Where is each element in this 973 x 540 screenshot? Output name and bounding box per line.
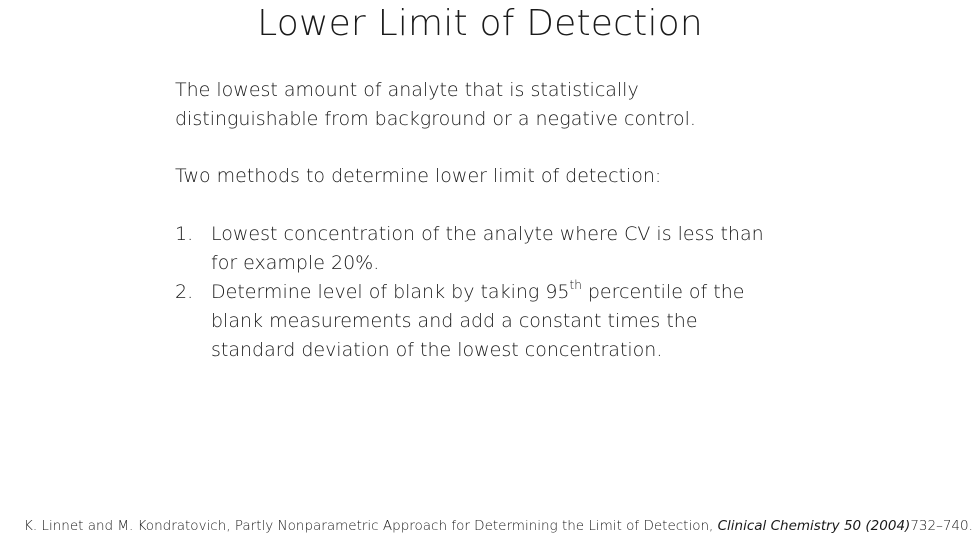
slide-title: Lower Limit of Detection	[257, 3, 703, 44]
method-text: Determine level of blank by taking 95	[211, 281, 570, 303]
method-line: blank measurements and add a constant times the	[211, 310, 698, 332]
methods-list	[175, 220, 764, 365]
method-item-2	[175, 278, 764, 365]
methods-intro: Two methods to determine lower limit of detection:	[175, 165, 662, 187]
reference-citation	[24, 516, 973, 536]
method-item-1	[175, 220, 764, 278]
method-text: percentile of the	[581, 281, 745, 303]
method-line	[211, 278, 764, 307]
definition-paragraph	[175, 76, 696, 134]
reference-pages: 732–740.	[910, 518, 973, 534]
method-line: for example 20%.	[211, 252, 380, 274]
reference-journal: Clinical Chemistry 50 (2004)	[717, 518, 911, 534]
ordinal-superscript: th	[569, 277, 582, 292]
method-number: 1.	[175, 223, 194, 245]
reference-authors-title: K. Linnet and M. Kondratovich, Partly Nonparametric Approach for Determining the Limit of Detection,	[24, 518, 718, 534]
method-line: standard deviation of the lowest concentration.	[211, 339, 663, 361]
method-line: Lowest concentration of the analyte where CV is less than	[211, 223, 764, 245]
method-number: 2.	[175, 281, 194, 303]
definition-line: The lowest amount of analyte that is statistically	[175, 79, 639, 101]
definition-line: distinguishable from background or a negative control.	[175, 108, 696, 130]
